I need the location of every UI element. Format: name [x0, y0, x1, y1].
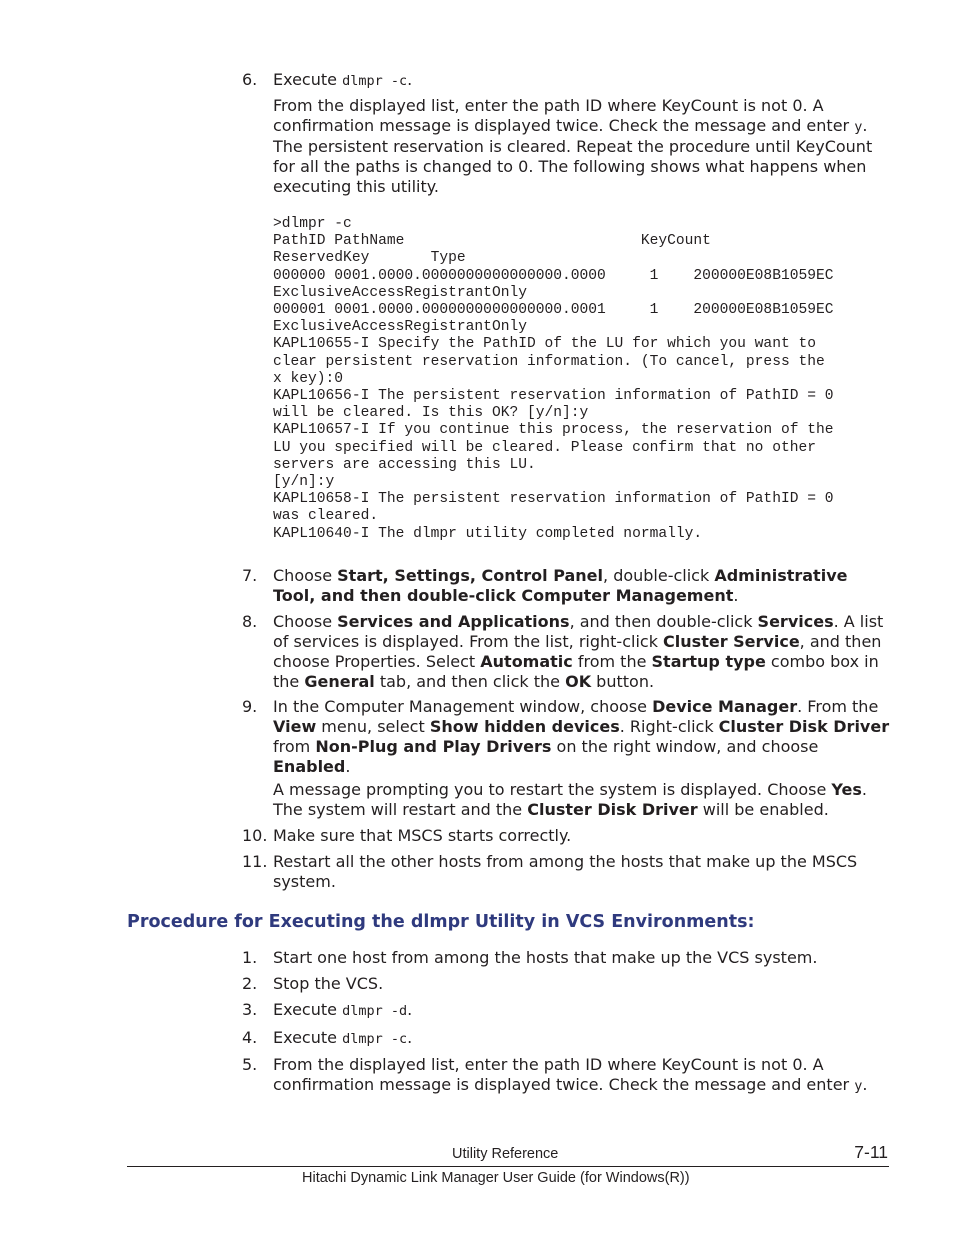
step-text: Choose Services and Applications, and then double-click Services. A list of services is displayed. From the list, right-click Cluster Service, and then choose Properties. Select Automatic from the Startup type combo box in the General tab, and then click the OK button. — [273, 612, 884, 691]
command-text: dlmpr -c — [342, 73, 408, 89]
step-text: Choose Start, Settings, Control Panel, double-click Administrative Tool, and then double-click Computer Management. — [273, 566, 848, 605]
step-6-paragraph: From the displayed list, enter the path ID where KeyCount is not 0. A confirmation message is displayed twice. Check the message and enter y. The persistent reservation is cleared. Repeat the procedure until KeyCount for all the paths is changed to 0. The following shows what happens when executing this utility. — [273, 96, 873, 196]
command-text: y — [854, 119, 863, 135]
section-heading: Procedure for Executing the dlmpr Utility in VCS Environments: — [127, 912, 755, 932]
step-text: In the Computer Management window, choose Device Manager. From the View menu, select Show hidden devices. Right-click Cluster Disk Driver from Non-Plug and Play Drivers on the right window, and choose Enabled. — [273, 697, 890, 776]
step-number: 6. — [242, 70, 258, 89]
step-text: Make sure that MSCS starts correctly. — [273, 826, 572, 845]
page-number: 7-11 — [854, 1142, 888, 1162]
step-number: 10. — [242, 826, 268, 845]
command-text: dlmpr -d — [342, 1003, 408, 1019]
step-text: Execute dlmpr -c. — [273, 70, 413, 89]
step-text: Execute dlmpr -d. — [273, 1000, 413, 1019]
step-number: 5. — [242, 1055, 258, 1074]
footer-section-name: Utility Reference — [452, 1146, 559, 1162]
step-text: Execute dlmpr -c. — [273, 1028, 413, 1047]
step-number: 2. — [242, 974, 258, 993]
code-block: >dlmpr -c PathID PathName KeyCount ReservedKey Type 000000 0001.0000.0000000000000000.0000 1 200000E08B1059EC ExclusiveAccessRegistrantOnly 000001 0001.0000.0000000000000000.0001 1 200000E08B1059EC ExclusiveAccessRegistrantOnly KAPL10655-I Specify the PathID of the LU for which you want to clear persistent reservation information. (To cancel, press the x key):0 KAPL10656-I The persistent reservation information of PathID = 0 will be cleared. Is this OK? [y/n]:y KAPL10657-I If you continue this process, the reservation of the LU you specified will be cleared. Please confirm that no other servers are accessing this LU. [y/n]:y KAPL10658-I The persistent reservation information of PathID = 0 was cleared. KAPL10640-I The dlmpr utility completed normally. — [273, 216, 834, 542]
step-9-paragraph: A message prompting you to restart the system is displayed. Choose Yes. The system will restart and the Cluster Disk Driver will be enabled. — [273, 780, 867, 819]
step-number: 11. — [242, 852, 268, 871]
footer-document-title: Hitachi Dynamic Link Manager User Guide (for Windows(R)) — [302, 1170, 690, 1186]
command-text: dlmpr -c — [342, 1031, 408, 1047]
step-text: From the displayed list, enter the path ID where KeyCount is not 0. A confirmation message is displayed twice. Check the message and enter y. — [273, 1055, 868, 1094]
step-text: Start one host from among the hosts that make up the VCS system. — [273, 948, 818, 967]
step-number: 3. — [242, 1000, 258, 1019]
step-text: Stop the VCS. — [273, 974, 384, 993]
step-text: Restart all the other hosts from among the hosts that make up the MSCS system. — [273, 852, 858, 891]
step-number: 9. — [242, 697, 258, 716]
step-number: 7. — [242, 566, 258, 585]
command-text: y — [854, 1078, 863, 1094]
footer-divider — [127, 1166, 889, 1167]
step-number: 4. — [242, 1028, 258, 1047]
step-number: 8. — [242, 612, 258, 631]
step-number: 1. — [242, 948, 258, 967]
